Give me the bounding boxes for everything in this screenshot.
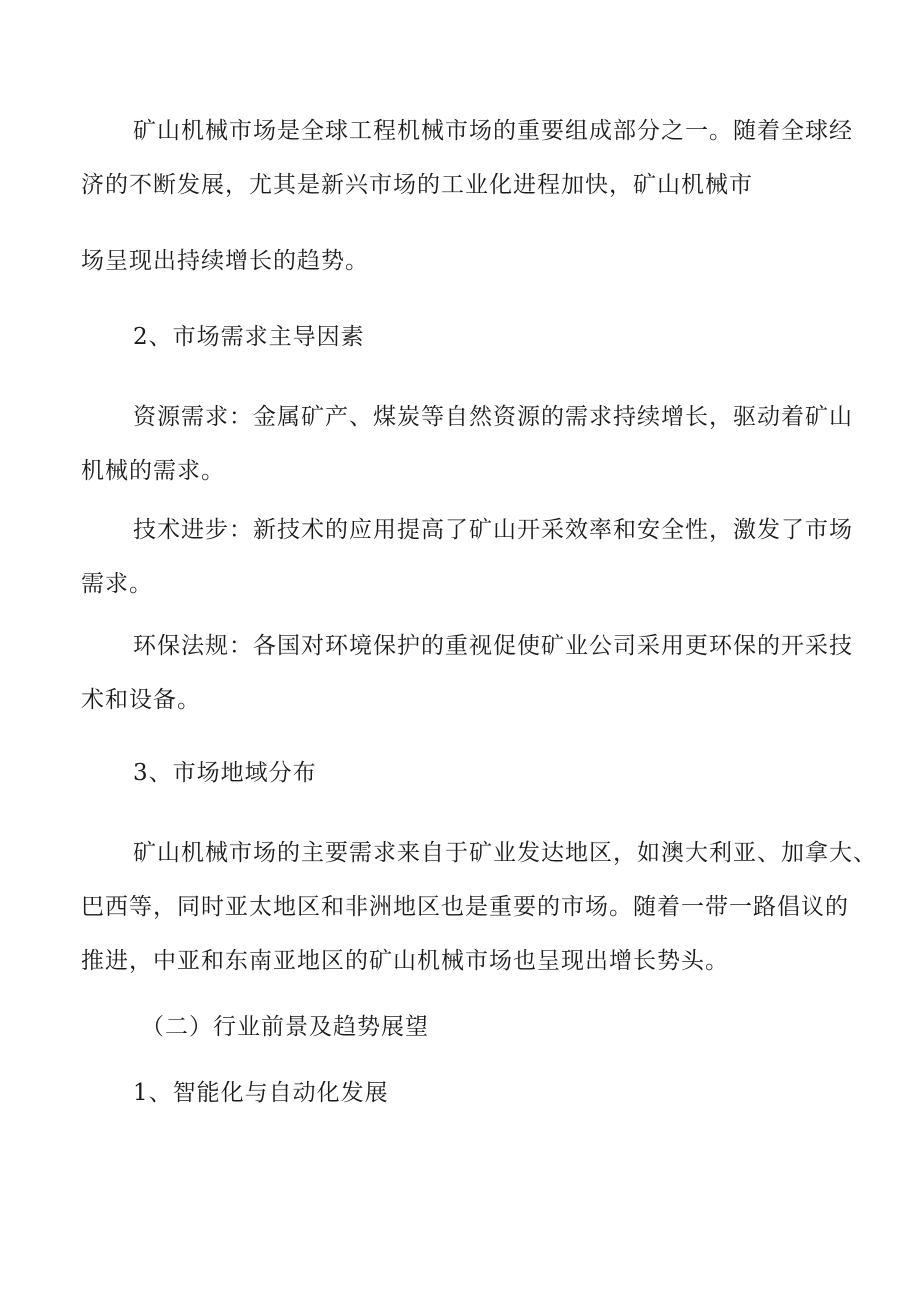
- resource-paragraph-line-2: 机械的需求。: [81, 458, 225, 484]
- chapter-subheading: （二）行业前景及趋势展望: [141, 1014, 429, 1040]
- intro-paragraph-line-3: 场呈现出持续增长的趋势。: [81, 248, 369, 274]
- resource-paragraph-line-1: 资源需求：金属矿产、煤炭等自然资源的需求持续增长，驱动着矿山: [133, 404, 853, 430]
- env-paragraph-line-1: 环保法规：各国对环境保护的重视促使矿业公司采用更环保的开采技: [133, 633, 853, 659]
- section-heading-3: 3、市场地域分布: [133, 760, 317, 786]
- intro-paragraph-line-2: 济的不断发展，尤其是新兴市场的工业化进程加快，矿山机械市: [81, 172, 753, 198]
- tech-paragraph-line-1: 技术进步：新技术的应用提高了矿山开采效率和安全性，激发了市场: [133, 517, 853, 543]
- region-paragraph-line-1: 矿山机械市场的主要需求来自于矿业发达地区，如澳大利亚、加拿大、: [133, 840, 877, 866]
- section-heading-2: 2、市场需求主导因素: [133, 324, 365, 350]
- env-paragraph-line-2: 术和设备。: [81, 687, 201, 713]
- region-paragraph-line-2: 巴西等，同时亚太地区和非洲地区也是重要的市场。随着一带一路倡议的: [81, 894, 849, 920]
- region-paragraph-line-3: 推进，中亚和东南亚地区的矿山机械市场也呈现出增长势头。: [81, 948, 729, 974]
- section-heading-1: 1、智能化与自动化发展: [133, 1080, 389, 1106]
- tech-paragraph-line-2: 需求。: [81, 571, 153, 597]
- intro-paragraph-line-1: 矿山机械市场是全球工程机械市场的重要组成部分之一。随着全球经: [133, 118, 853, 144]
